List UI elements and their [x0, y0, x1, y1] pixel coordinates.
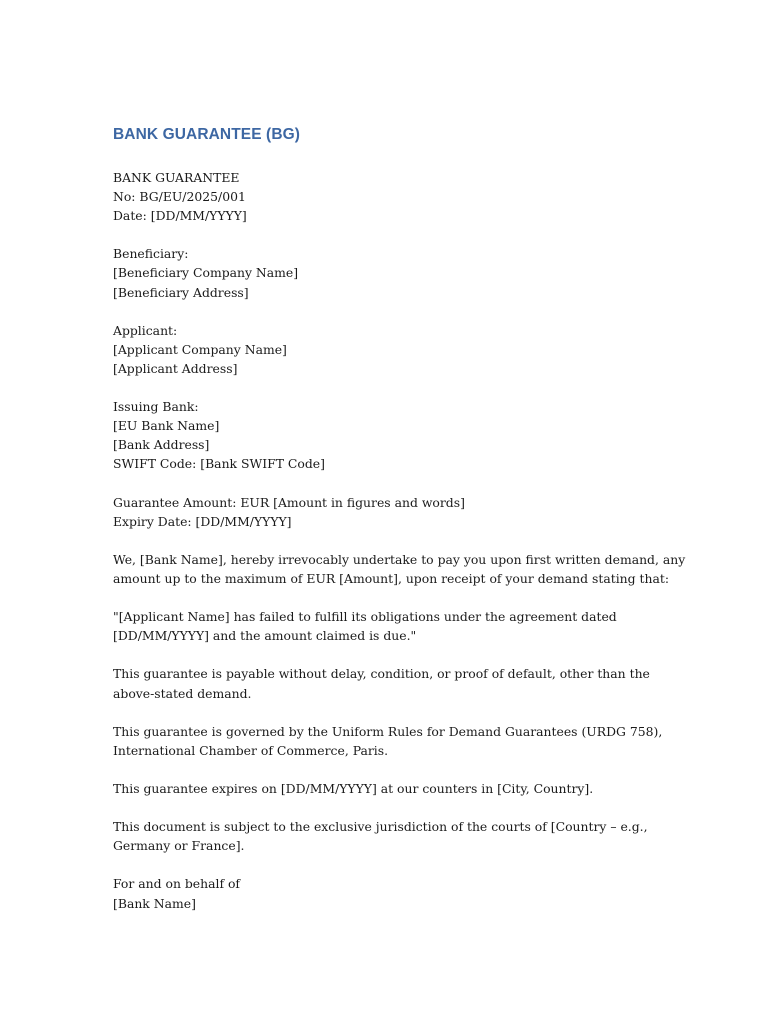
paragraph-line: amount up to the maximum of EUR [Amount], upon receipt of your demand stating that: — [113, 570, 670, 586]
paragraph-line: We, [Bank Name], hereby irrevocably undertake to pay you upon first written demand, any — [113, 551, 686, 567]
beneficiary-label: Beneficiary: — [113, 246, 189, 262]
paragraph-line: above-stated demand. — [113, 685, 252, 701]
document-body — [113, 168, 686, 932]
terms-block — [113, 493, 673, 531]
guarantee-amount: Guarantee Amount: EUR [Amount in figures and words] — [113, 494, 465, 510]
paragraph-line: This guarantee is payable without delay, condition, or proof of default, other than the — [113, 666, 650, 682]
guarantee-date: Date: [DD/MM/YYYY] — [113, 208, 247, 224]
undertaking-paragraph — [113, 550, 686, 588]
applicant-name: [Applicant Company Name] — [113, 341, 287, 357]
applicant-block — [113, 321, 673, 378]
issuing-bank-address: [Bank Address] — [113, 437, 210, 453]
issuing-bank-name: [EU Bank Name] — [113, 418, 220, 434]
beneficiary-block — [113, 244, 673, 301]
document-title: BANK GUARANTEE (BG) — [113, 126, 301, 143]
applicant-address: [Applicant Address] — [113, 360, 238, 376]
expiry-paragraph — [113, 779, 673, 798]
paragraph-line: This guarantee expires on [DD/MM/YYYY] at our counters in [City, Country]. — [113, 781, 594, 796]
guarantee-heading: BANK GUARANTEE — [113, 170, 240, 185]
applicant-label: Applicant: — [113, 322, 178, 338]
signature-block — [113, 874, 673, 912]
guarantee-header-block — [113, 168, 673, 225]
paragraph-line: International Chamber of Commerce, Paris. — [113, 742, 389, 758]
expiry-date: Expiry Date: [DD/MM/YYYY] — [113, 513, 292, 529]
quoted-statement-paragraph — [113, 607, 673, 645]
beneficiary-name: [Beneficiary Company Name] — [113, 265, 299, 281]
paragraph-line: Germany or France]. — [113, 838, 245, 854]
payable-paragraph — [113, 664, 673, 702]
signature-bank-name: [Bank Name] — [113, 895, 196, 911]
guarantee-number: No: BG/EU/2025/001 — [113, 189, 246, 205]
paragraph-line: "[Applicant Name] has failed to fulfill its obligations under the agreement dated — [113, 609, 617, 625]
beneficiary-address: [Beneficiary Address] — [113, 284, 249, 300]
swift-code: SWIFT Code: [Bank SWIFT Code] — [113, 456, 325, 472]
paragraph-line: This guarantee is governed by the Uniform Rules for Demand Guarantees (URDG 758), — [113, 723, 663, 739]
jurisdiction-paragraph — [113, 817, 673, 855]
issuing-bank-label: Issuing Bank: — [113, 399, 199, 415]
paragraph-line: [DD/MM/YYYY] and the amount claimed is due." — [113, 628, 417, 644]
paragraph-line: This document is subject to the exclusive jurisdiction of the courts of [Country – e.g., — [113, 819, 648, 835]
issuing-bank-block — [113, 397, 673, 473]
governing-rules-paragraph — [113, 722, 673, 760]
signature-line: For and on behalf of — [113, 876, 241, 892]
